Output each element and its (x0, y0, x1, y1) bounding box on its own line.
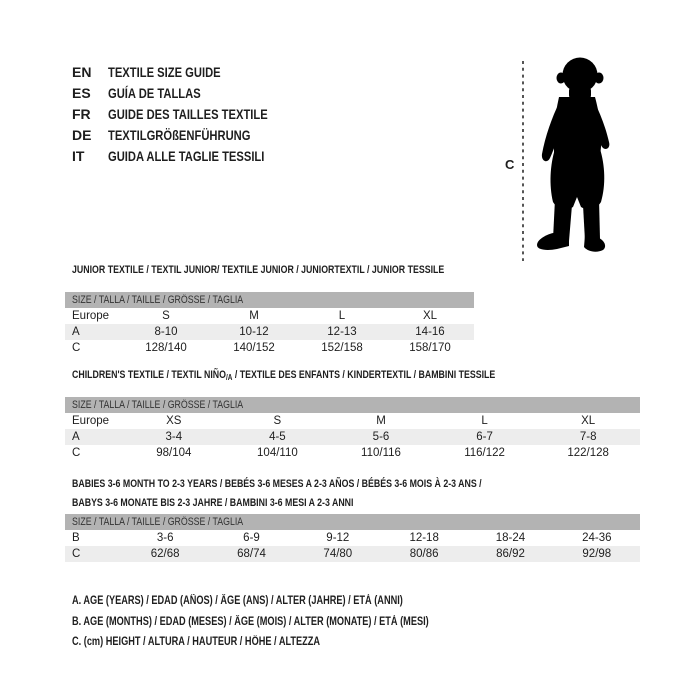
size-cell: 122/128 (567, 447, 609, 459)
size-header-bar (65, 397, 640, 413)
size-cell: 24-36 (582, 532, 612, 544)
table-row (65, 308, 474, 324)
language-code: ES (72, 85, 91, 101)
row-label: A (72, 431, 80, 443)
size-cell: 18-24 (495, 532, 526, 544)
row-label: Europe (72, 415, 110, 427)
size-cell: 4-5 (269, 431, 286, 443)
size-header-bar (65, 292, 474, 308)
table-row (65, 340, 474, 356)
heading-text-pre: CHILDREN'S TEXTILE / TEXTIL NIÑO (72, 369, 226, 381)
row-label: C (72, 342, 81, 354)
list-item (72, 125, 308, 146)
row-label: C (72, 447, 81, 459)
list-item (72, 62, 308, 83)
size-cell: 74/80 (323, 548, 353, 560)
size-cell: XL (422, 310, 438, 322)
size-cell: L (481, 415, 488, 427)
heading-text-sub: /A (225, 373, 233, 382)
babies-size-table (65, 514, 640, 562)
size-cell: L (338, 310, 346, 322)
size-cell: XS (166, 415, 182, 427)
heading-text-line1: BABIES 3-6 MONTH TO 2-3 YEARS / BEBÉS 3-6 MESES A 2-3 AÑOS / BÉBÉS 3-6 MOIS À 2-3 ANS / (72, 478, 482, 490)
size-cell: 62/68 (150, 548, 180, 560)
language-guide-list (72, 62, 308, 167)
row-label: Europe (72, 310, 110, 322)
size-cell: 140/152 (233, 342, 275, 354)
list-item (72, 146, 308, 167)
size-cell: 12-13 (327, 326, 357, 338)
table-row (65, 546, 640, 562)
size-cell: 68/74 (237, 548, 266, 560)
size-cell: 8-10 (154, 326, 178, 338)
footnotes (72, 591, 518, 653)
size-cell: 6-7 (476, 431, 493, 443)
language-guide-label: GUIDA ALLE TAGLIE TESSILI (108, 148, 265, 164)
size-cell: 152/158 (321, 342, 363, 354)
size-cell: 98/104 (156, 447, 192, 459)
size-cell: S (273, 415, 282, 427)
language-guide-label: TEXTILE SIZE GUIDE (108, 64, 221, 80)
size-cell: 86/92 (496, 548, 525, 560)
size-cell: M (249, 310, 259, 322)
heading-text: JUNIOR TEXTILE / TEXTIL JUNIOR/ TEXTILE JUNIOR / JUNIORTEXTIL / JUNIOR TESSILE (72, 264, 445, 276)
size-cell: 128/140 (145, 342, 187, 354)
language-code: EN (72, 64, 92, 80)
footnote-text: C. (cm) HEIGHT / ALTURA / HAUTEUR / HÖHE / ALTEZZA (72, 636, 321, 648)
size-cell: 5-6 (372, 431, 390, 443)
size-header-label: SIZE / TALLA / TAILLE / GRÖSSE / TAGLIA (72, 399, 244, 411)
size-cell: 6-9 (243, 532, 260, 544)
heading-text (72, 369, 495, 382)
language-code: DE (72, 127, 92, 143)
row-label: B (72, 532, 80, 544)
height-dashed-line (521, 61, 525, 261)
language-guide-label: TEXTILGRÖßENFÜHRUNG (108, 127, 251, 143)
size-header-label: SIZE / TALLA / TAILLE / GRÖSSE / TAGLIA (72, 516, 244, 528)
size-cell: 110/116 (361, 447, 401, 459)
language-guide-label: GUIDE DES TAILLES TEXTILE (108, 106, 268, 122)
size-cell: 7-8 (579, 431, 597, 443)
table-row (65, 324, 474, 340)
size-cell: 158/170 (409, 342, 451, 354)
language-code: IT (72, 148, 85, 164)
footnote-b (72, 612, 518, 633)
size-cell: 14-16 (415, 326, 445, 338)
footnote-text: A. AGE (YEARS) / EDAD (AÑOS) / ÂGE (ANS) / ALTER (JAHRE) / ETÀ (ANNI) (72, 595, 403, 607)
children-size-table (65, 397, 640, 461)
children-table-heading (72, 369, 601, 382)
table-row (65, 413, 640, 429)
heading-text-post: / TEXTILE DES ENFANTS / KINDERTEXTIL / BAMBINI TESSILE (232, 369, 496, 381)
babies-table-heading (72, 475, 584, 513)
heading-text-line2: BABYS 3-6 MONATE BIS 2-3 JAHRE / BAMBINI 3-6 MESI A 2-3 ANNI (72, 497, 354, 509)
size-cell: 3-6 (156, 532, 174, 544)
language-guide-label: GUÍA DE TALLAS (108, 85, 201, 101)
size-cell: S (162, 310, 170, 322)
size-cell: 92/98 (582, 548, 612, 560)
size-cell: 104/110 (257, 447, 298, 459)
size-header-bar (65, 514, 640, 530)
footnote-text: B. AGE (MONTHS) / EDAD (MESES) / ÂGE (MOIS) / ALTER (MONATE) / ETÀ (MESI) (72, 615, 429, 628)
size-cell: 116/122 (464, 447, 505, 459)
table-row (65, 429, 640, 445)
size-cell: M (376, 415, 386, 427)
junior-table-heading (72, 264, 537, 276)
table-row (65, 530, 640, 546)
row-label: A (72, 326, 80, 338)
size-cell: 80/86 (409, 548, 439, 560)
size-cell: XL (581, 415, 596, 427)
size-header-label: SIZE / TALLA / TAILLE / GRÖSSE / TAGLIA (72, 294, 244, 306)
list-item (72, 83, 308, 104)
size-cell: 10-12 (239, 326, 269, 338)
size-cell: 9-12 (326, 532, 350, 544)
junior-size-table (65, 292, 474, 356)
height-label: C (505, 157, 515, 172)
footnote-c (72, 632, 518, 653)
footnote-a (72, 591, 518, 612)
baby-silhouette-icon (533, 57, 621, 257)
language-code: FR (72, 106, 91, 122)
list-item (72, 104, 308, 125)
table-row (65, 445, 640, 461)
row-label: C (72, 548, 81, 560)
size-cell: 12-18 (409, 532, 439, 544)
size-cell: 3-4 (165, 431, 183, 443)
